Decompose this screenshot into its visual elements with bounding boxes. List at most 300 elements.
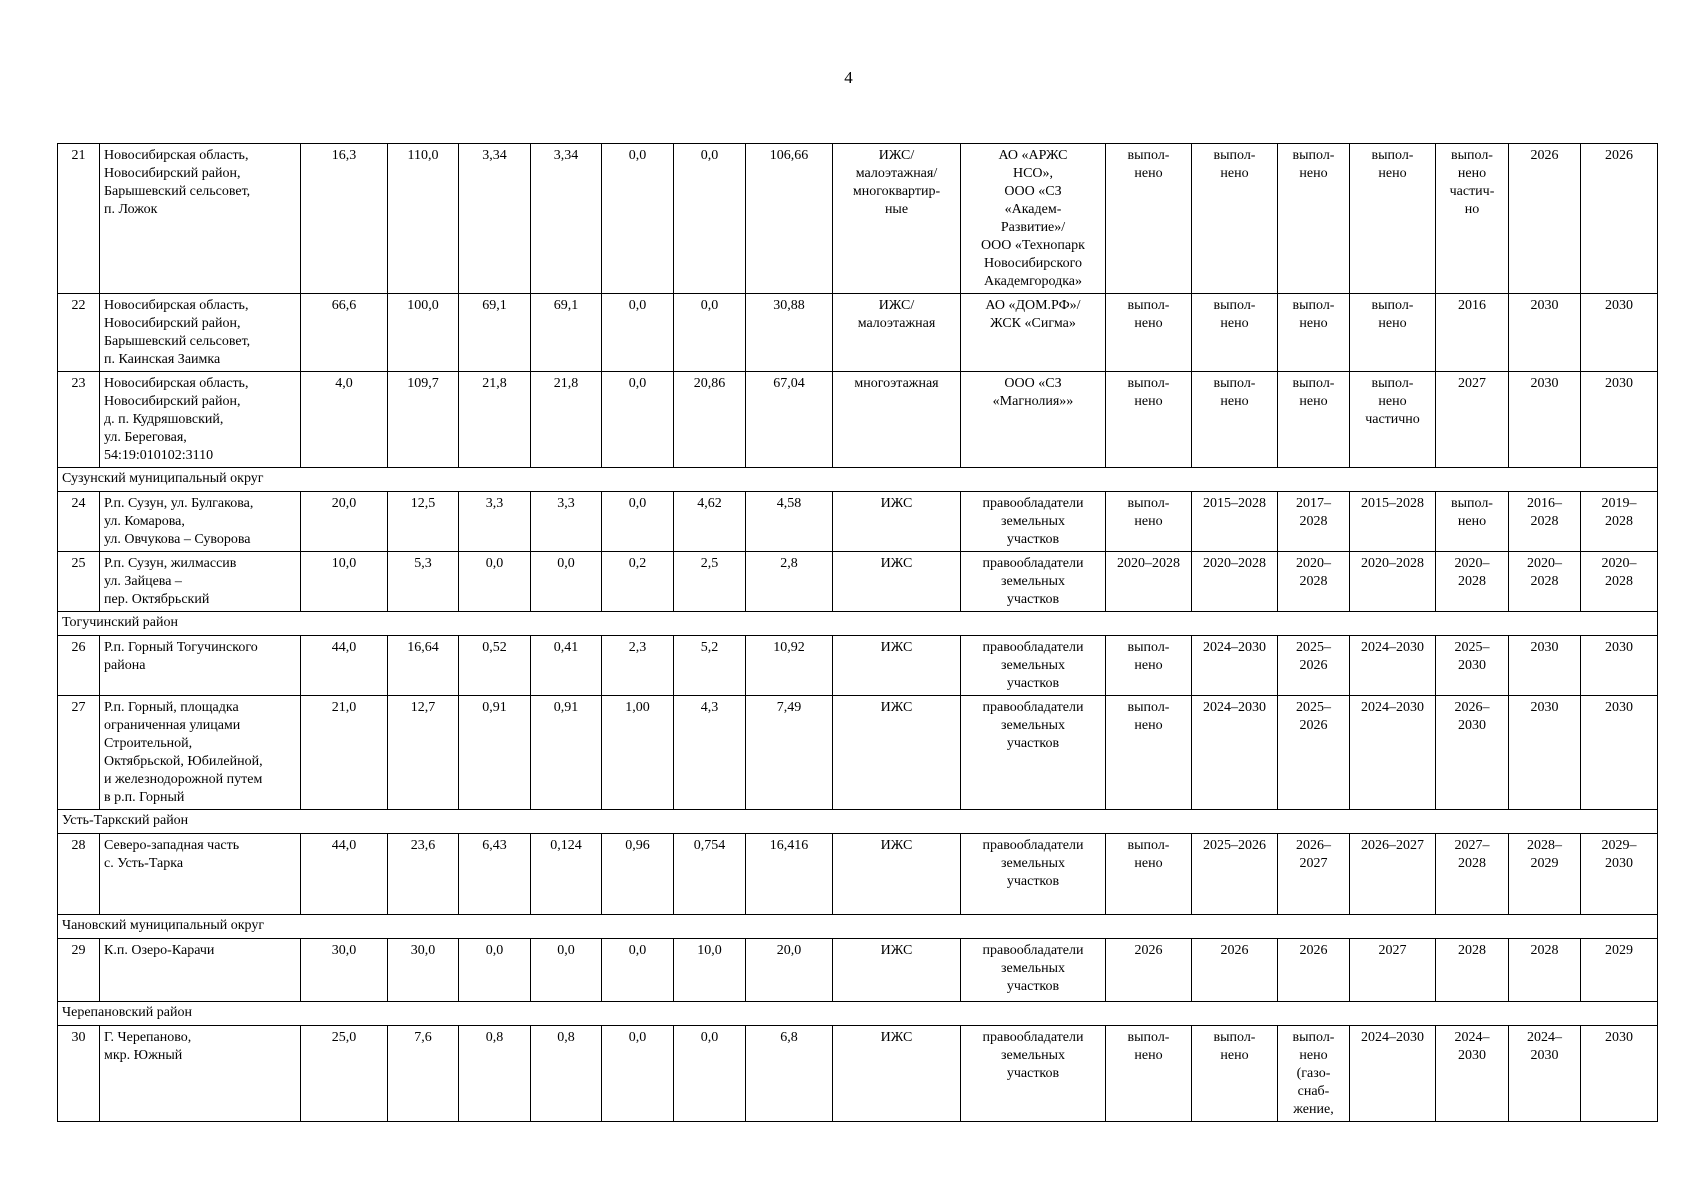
section-row	[58, 810, 1658, 834]
cell-line: ИЖС	[880, 1030, 913, 1045]
cell-s6	[1509, 552, 1581, 612]
cell-s3	[1278, 636, 1350, 696]
cell-line: правообладатели	[982, 1030, 1084, 1045]
cell-line: Барышевский сельсовет,	[104, 334, 251, 349]
cell-line: 2028	[1458, 574, 1486, 589]
cell-line: 2030	[1458, 658, 1486, 673]
cell-line: выпол-	[1127, 298, 1170, 313]
cell-line: 2029	[1530, 856, 1559, 871]
section-row	[58, 1002, 1658, 1026]
cell-line: выпол-	[1371, 148, 1414, 163]
table-row	[58, 144, 1658, 294]
cell-line: 2028	[1605, 514, 1633, 529]
cell-line: Р.п. Сузун, жилмассив	[104, 556, 237, 571]
cell-line: правообладатели	[982, 556, 1084, 571]
cell-c6: 0,124	[531, 834, 602, 915]
cell-c7: 1,00	[602, 696, 674, 810]
cell-s2	[1192, 492, 1278, 552]
cell-line: нено	[1134, 316, 1163, 331]
cell-line: 2030	[1458, 1048, 1486, 1063]
cell-line: ограниченная улицами	[104, 718, 241, 733]
cell-line: ЖСК «Сигма»	[990, 316, 1076, 331]
cell-c7: 0,0	[602, 372, 674, 468]
cell-line: 2030	[1605, 640, 1633, 655]
cell-s4	[1350, 1026, 1436, 1122]
cell-owner	[961, 552, 1106, 612]
cell-line: ул. Комарова,	[104, 514, 185, 529]
cell-s4	[1350, 696, 1436, 810]
cell-line: и железнодорожной путем	[104, 772, 263, 787]
cell-num: 25	[58, 552, 100, 612]
cell-line: Новосибирская область,	[104, 298, 249, 313]
cell-line: участков	[1006, 979, 1060, 994]
cell-line: 2024–	[1527, 1030, 1562, 1045]
cell-c5: 69,1	[459, 294, 531, 372]
cell-s4	[1350, 372, 1436, 468]
cell-line: 2024–2030	[1203, 700, 1266, 715]
cell-line: выпол-	[1127, 700, 1170, 715]
cell-s5	[1436, 552, 1509, 612]
cell-s6	[1509, 144, 1581, 294]
cell-s7	[1581, 372, 1658, 468]
cell-line: ИЖС/	[878, 298, 915, 313]
cell-line: правообладатели	[982, 700, 1084, 715]
cell-line: выпол-	[1451, 148, 1493, 163]
cell-line: 2030	[1530, 376, 1559, 391]
cell-c4: 7,6	[388, 1026, 459, 1122]
cell-owner	[961, 144, 1106, 294]
cell-s5	[1436, 696, 1509, 810]
cell-line: нено	[1220, 166, 1249, 181]
housing-plan-table	[57, 143, 1658, 1122]
table-row	[58, 294, 1658, 372]
cell-line: выпол-	[1213, 376, 1256, 391]
cell-line: 2028	[1458, 943, 1486, 958]
section-title: Тогучинский район	[58, 612, 1658, 636]
cell-c9: 106,66	[746, 144, 833, 294]
cell-line: ООО «СЗ	[1004, 184, 1062, 199]
table-row	[58, 636, 1658, 696]
cell-c9: 2,8	[746, 552, 833, 612]
cell-c3: 25,0	[301, 1026, 388, 1122]
cell-line: Р.п. Горный Тогучинского	[104, 640, 258, 655]
cell-line: жение,	[1293, 1102, 1334, 1117]
cell-c4: 12,5	[388, 492, 459, 552]
cell-c4: 100,0	[388, 294, 459, 372]
cell-line: нено	[1220, 1048, 1249, 1063]
cell-c6: 0,0	[531, 939, 602, 1002]
cell-line: малоэтажная	[857, 316, 936, 331]
cell-line: многоэтажная	[854, 376, 939, 391]
cell-line: 2030	[1530, 640, 1559, 655]
cell-c6: 3,3	[531, 492, 602, 552]
cell-line: ные	[884, 202, 909, 217]
cell-c3: 44,0	[301, 636, 388, 696]
cell-c6: 0,91	[531, 696, 602, 810]
cell-c4: 109,7	[388, 372, 459, 468]
cell-line: ул. Береговая,	[104, 430, 187, 445]
cell-c3: 16,3	[301, 144, 388, 294]
cell-line: выпол-	[1292, 298, 1335, 313]
cell-s7	[1581, 636, 1658, 696]
cell-line: правообладатели	[982, 496, 1084, 511]
cell-line: частич-	[1449, 184, 1495, 199]
cell-line: ИЖС	[880, 496, 913, 511]
cell-line: нено	[1378, 394, 1407, 409]
cell-type	[833, 492, 961, 552]
cell-line: 2028	[1299, 574, 1328, 589]
cell-c4: 30,0	[388, 939, 459, 1002]
cell-line: нено	[1220, 316, 1249, 331]
cell-s3	[1278, 144, 1350, 294]
cell-line: нено	[1299, 394, 1328, 409]
cell-c9: 20,0	[746, 939, 833, 1002]
cell-line: 2028	[1605, 574, 1633, 589]
cell-line: малоэтажная/	[855, 166, 938, 181]
cell-s2	[1192, 552, 1278, 612]
cell-line: Р.п. Горный, площадка	[104, 700, 239, 715]
cell-name	[100, 1026, 301, 1122]
cell-line: нено	[1457, 514, 1487, 529]
cell-line: ул. Зайцева –	[104, 574, 182, 589]
cell-owner	[961, 636, 1106, 696]
cell-line: выпол-	[1127, 496, 1170, 511]
cell-line: 2020–	[1601, 556, 1637, 571]
cell-line: 2020–	[1454, 556, 1490, 571]
cell-line: 2030	[1530, 1048, 1559, 1063]
cell-line: Октябрьской, Юбилейной,	[104, 754, 263, 769]
cell-line: нено	[1220, 394, 1249, 409]
cell-line: но	[1464, 202, 1480, 217]
cell-s6	[1509, 834, 1581, 915]
cell-c3: 10,0	[301, 552, 388, 612]
cell-line: 2030	[1605, 856, 1633, 871]
cell-line: 2026	[1299, 658, 1328, 673]
cell-c9: 6,8	[746, 1026, 833, 1122]
cell-line: 2020–2028	[1203, 556, 1266, 571]
cell-line: мкр. Южный	[104, 1048, 183, 1063]
cell-line: 2020–	[1527, 556, 1562, 571]
cell-line: 54:19:010102:3110	[104, 448, 214, 463]
cell-c9: 30,88	[746, 294, 833, 372]
table-row	[58, 834, 1658, 915]
cell-c9: 16,416	[746, 834, 833, 915]
cell-s5	[1436, 492, 1509, 552]
cell-line: с. Усть-Тарка	[104, 856, 184, 871]
cell-num: 29	[58, 939, 100, 1002]
cell-c7: 0,0	[602, 939, 674, 1002]
cell-line: 2026	[1299, 943, 1328, 958]
cell-line: земельных	[1000, 856, 1066, 871]
cell-c7: 0,96	[602, 834, 674, 915]
cell-type	[833, 636, 961, 696]
cell-line: нено	[1378, 316, 1407, 331]
cell-line: участков	[1006, 676, 1060, 691]
cell-c6: 0,41	[531, 636, 602, 696]
cell-line: ИЖС/	[878, 148, 915, 163]
cell-c7: 0,0	[602, 1026, 674, 1122]
cell-c8: 0,0	[674, 144, 746, 294]
cell-line: д. п. Кудряшовский,	[104, 412, 224, 427]
cell-line: ИЖС	[880, 556, 913, 571]
cell-line: Новосибирская область,	[104, 376, 249, 391]
cell-c9: 10,92	[746, 636, 833, 696]
cell-s4	[1350, 939, 1436, 1002]
cell-c9: 67,04	[746, 372, 833, 468]
cell-s1	[1106, 552, 1192, 612]
cell-c7: 0,0	[602, 144, 674, 294]
cell-line: выпол-	[1213, 298, 1256, 313]
cell-line: нено	[1299, 316, 1328, 331]
cell-name	[100, 834, 301, 915]
cell-s2	[1192, 144, 1278, 294]
cell-line: нено	[1457, 166, 1487, 181]
cell-c7: 0,2	[602, 552, 674, 612]
cell-s5	[1436, 939, 1509, 1002]
cell-line: Развитие»/	[1000, 220, 1066, 235]
cell-c5: 6,43	[459, 834, 531, 915]
cell-line: 2030	[1605, 376, 1633, 391]
cell-c8: 4,3	[674, 696, 746, 810]
cell-line: 2030	[1458, 718, 1486, 733]
cell-line: 2016–	[1527, 496, 1562, 511]
cell-s4	[1350, 636, 1436, 696]
cell-num: 26	[58, 636, 100, 696]
cell-s3	[1278, 372, 1350, 468]
cell-line: 2024–2030	[1361, 700, 1424, 715]
cell-line: Новосибирского	[984, 256, 1082, 271]
cell-s4	[1350, 834, 1436, 915]
cell-s3	[1278, 696, 1350, 810]
cell-owner	[961, 696, 1106, 810]
cell-s6	[1509, 372, 1581, 468]
cell-line: 2020–2028	[1117, 556, 1180, 571]
table-row	[58, 372, 1658, 468]
cell-c5: 0,8	[459, 1026, 531, 1122]
cell-line: 2025–2026	[1203, 838, 1266, 853]
cell-c7: 2,3	[602, 636, 674, 696]
cell-line: 2028	[1530, 574, 1559, 589]
cell-c4: 110,0	[388, 144, 459, 294]
cell-s3	[1278, 1026, 1350, 1122]
cell-c5: 0,91	[459, 696, 531, 810]
cell-line: выпол-	[1127, 640, 1170, 655]
cell-s3	[1278, 294, 1350, 372]
cell-s1	[1106, 492, 1192, 552]
cell-line: нено	[1134, 394, 1163, 409]
cell-line: земельных	[1000, 658, 1066, 673]
cell-c5: 0,0	[459, 939, 531, 1002]
cell-s7	[1581, 834, 1658, 915]
cell-line: К.п. Озеро-Карачи	[104, 943, 215, 958]
cell-line: 2030	[1605, 1030, 1633, 1045]
cell-s6	[1509, 492, 1581, 552]
cell-line: 2026	[1299, 718, 1328, 733]
cell-line: 2016	[1458, 298, 1486, 313]
cell-line: выпол-	[1292, 376, 1335, 391]
cell-line: правообладатели	[982, 838, 1084, 853]
cell-name	[100, 294, 301, 372]
cell-line: ИЖС	[880, 838, 913, 853]
cell-line: пер. Октябрьский	[104, 592, 210, 607]
cell-name	[100, 144, 301, 294]
cell-line: нено	[1134, 166, 1163, 181]
cell-line: 2027	[1299, 856, 1328, 871]
cell-c5: 21,8	[459, 372, 531, 468]
cell-s1	[1106, 636, 1192, 696]
cell-line: ИЖС	[880, 640, 913, 655]
cell-line: п. Каинская Заимка	[104, 352, 221, 367]
cell-line: участков	[1006, 592, 1060, 607]
cell-name	[100, 372, 301, 468]
cell-c6: 0,8	[531, 1026, 602, 1122]
cell-line: 2026	[1134, 943, 1163, 958]
cell-type	[833, 1026, 961, 1122]
section-row	[58, 612, 1658, 636]
cell-line: выпол-	[1127, 376, 1170, 391]
cell-s1	[1106, 1026, 1192, 1122]
cell-owner	[961, 294, 1106, 372]
cell-s5	[1436, 1026, 1509, 1122]
cell-s3	[1278, 939, 1350, 1002]
section-title: Сузунский муниципальный округ	[58, 468, 1658, 492]
cell-s7	[1581, 144, 1658, 294]
cell-s5	[1436, 144, 1509, 294]
cell-line: 2027	[1458, 376, 1486, 391]
cell-c8: 5,2	[674, 636, 746, 696]
cell-line: выпол-	[1127, 1030, 1170, 1045]
cell-line: 2024–2030	[1361, 640, 1424, 655]
cell-c8: 10,0	[674, 939, 746, 1002]
cell-line: 2020–	[1296, 556, 1331, 571]
cell-num: 21	[58, 144, 100, 294]
cell-s7	[1581, 294, 1658, 372]
cell-line: 2015–2028	[1361, 496, 1424, 511]
cell-line: нено	[1134, 856, 1163, 871]
cell-num: 28	[58, 834, 100, 915]
cell-line: земельных	[1000, 718, 1066, 733]
table-row	[58, 1026, 1658, 1122]
cell-line: 2030	[1605, 700, 1633, 715]
cell-line: 2026	[1530, 148, 1559, 163]
cell-line: 2030	[1530, 700, 1559, 715]
cell-line: 2028	[1530, 943, 1559, 958]
cell-type	[833, 372, 961, 468]
cell-s7	[1581, 696, 1658, 810]
cell-line: выпол-	[1371, 298, 1414, 313]
cell-s6	[1509, 939, 1581, 1002]
section-row	[58, 915, 1658, 939]
cell-owner	[961, 834, 1106, 915]
cell-c3: 44,0	[301, 834, 388, 915]
cell-line: участков	[1006, 874, 1060, 889]
cell-s5	[1436, 636, 1509, 696]
cell-num: 22	[58, 294, 100, 372]
cell-s7	[1581, 939, 1658, 1002]
cell-line: ИЖС	[880, 943, 913, 958]
cell-line: Новосибирский район,	[104, 166, 241, 181]
cell-line: земельных	[1000, 961, 1066, 976]
cell-line: Северо-западная часть	[104, 838, 240, 853]
cell-c4: 16,64	[388, 636, 459, 696]
cell-line: снаб-	[1297, 1084, 1330, 1099]
cell-line: 2026	[1220, 943, 1249, 958]
cell-line: Барышевский сельсовет,	[104, 184, 251, 199]
cell-line: выпол-	[1292, 148, 1335, 163]
cell-type	[833, 834, 961, 915]
section-title: Усть-Таркский район	[58, 810, 1658, 834]
cell-line: выпол-	[1127, 148, 1170, 163]
cell-line: выпол-	[1127, 838, 1170, 853]
cell-line: выпол-	[1213, 148, 1256, 163]
cell-line: 2025–	[1454, 640, 1490, 655]
cell-s2	[1192, 294, 1278, 372]
cell-c3: 20,0	[301, 492, 388, 552]
cell-s6	[1509, 294, 1581, 372]
cell-name	[100, 939, 301, 1002]
cell-line: п. Ложок	[104, 202, 158, 217]
cell-c9: 4,58	[746, 492, 833, 552]
cell-s6	[1509, 636, 1581, 696]
cell-s2	[1192, 696, 1278, 810]
cell-num: 27	[58, 696, 100, 810]
cell-line: 2015–2028	[1203, 496, 1266, 511]
cell-c7: 0,0	[602, 294, 674, 372]
cell-s2	[1192, 636, 1278, 696]
cell-line: в р.п. Горный	[104, 790, 185, 805]
cell-line: нено	[1134, 514, 1163, 529]
cell-line: нено	[1134, 718, 1163, 733]
cell-line: ИЖС	[880, 700, 913, 715]
cell-line: 2017–	[1296, 496, 1331, 511]
cell-line: 2028–	[1527, 838, 1562, 853]
cell-line: района	[104, 658, 146, 673]
cell-line: земельных	[1000, 514, 1066, 529]
cell-c8: 0,0	[674, 294, 746, 372]
cell-line: ул. Овчукова – Суворова	[104, 532, 251, 547]
cell-name	[100, 636, 301, 696]
cell-line: нено	[1134, 1048, 1163, 1063]
cell-line: 2019–	[1601, 496, 1637, 511]
cell-line: выпол-	[1213, 1030, 1256, 1045]
cell-line: 2025–	[1296, 640, 1331, 655]
cell-s3	[1278, 552, 1350, 612]
cell-line: правообладатели	[982, 943, 1084, 958]
cell-s6	[1509, 1026, 1581, 1122]
cell-c8: 20,86	[674, 372, 746, 468]
cell-line: «Магнолия»»	[992, 394, 1074, 409]
cell-line: 2026–	[1454, 700, 1490, 715]
cell-name	[100, 696, 301, 810]
cell-s2	[1192, 372, 1278, 468]
cell-type	[833, 294, 961, 372]
cell-s1	[1106, 372, 1192, 468]
cell-c4: 5,3	[388, 552, 459, 612]
cell-num: 24	[58, 492, 100, 552]
cell-line: АО «АРЖС	[998, 148, 1068, 163]
cell-s7	[1581, 492, 1658, 552]
cell-line: 2030	[1530, 298, 1559, 313]
cell-c8: 0,754	[674, 834, 746, 915]
cell-type	[833, 939, 961, 1002]
cell-name	[100, 552, 301, 612]
cell-line: 2026	[1605, 148, 1633, 163]
section-title: Чановский муниципальный округ	[58, 915, 1658, 939]
cell-owner	[961, 492, 1106, 552]
cell-line: 2024–	[1454, 1030, 1490, 1045]
cell-line: 2026–	[1296, 838, 1331, 853]
cell-line: Г. Черепаново,	[104, 1030, 192, 1045]
